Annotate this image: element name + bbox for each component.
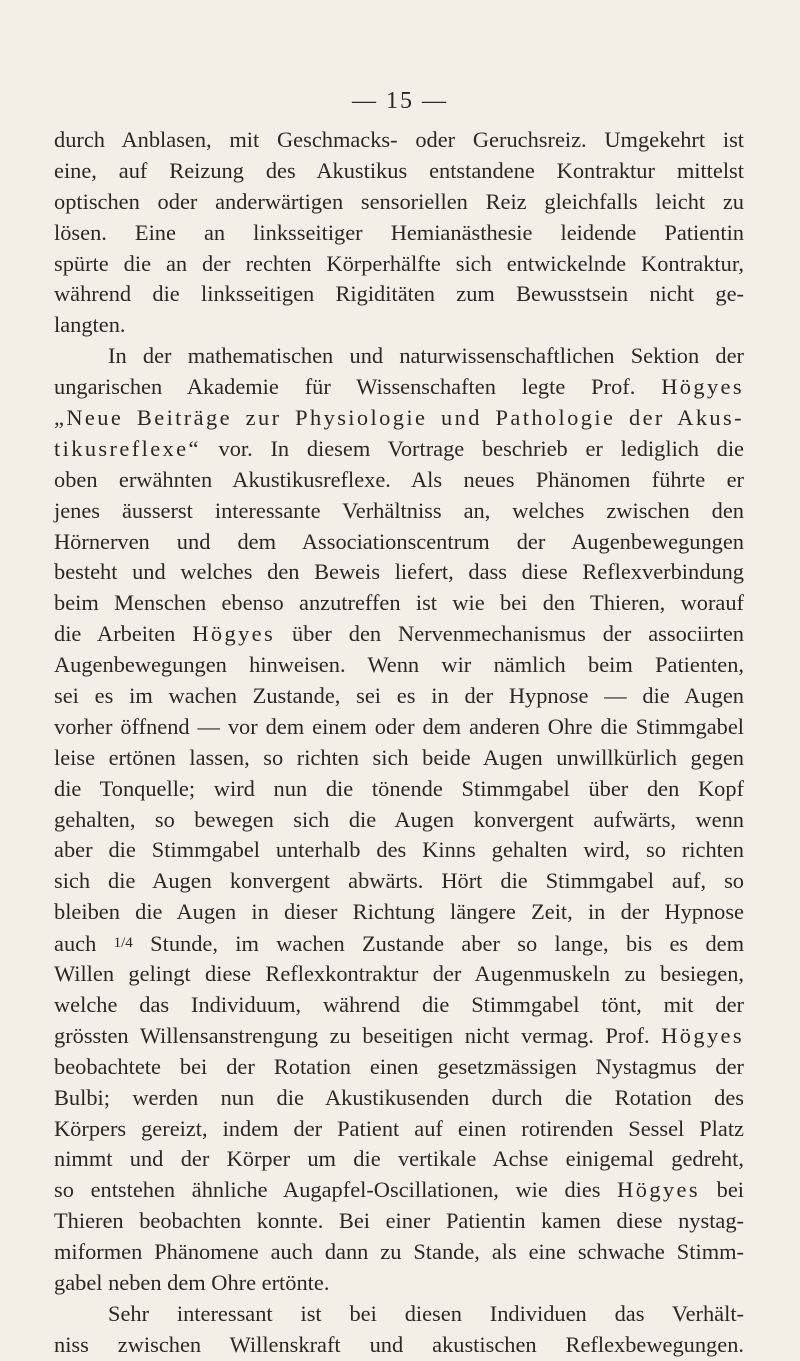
text-segment: nimmt und der Körper um die vertikale Achse einigemal gedreht, <box>54 1146 744 1172</box>
text-segment: lösen. Eine an linksseitiger Hemianästhesie leidende Patientin <box>54 219 744 245</box>
text-segment: welche das Individuum, während die Stimmgabel tönt, mit der <box>54 991 744 1017</box>
text-segment: vorher öffnend — vor dem einem oder dem anderen Ohre die Stimmgabel <box>54 713 744 739</box>
text-segment: oben erwähnten Akustikusreflexe. Als neues Phänomen führte er <box>54 466 744 492</box>
spaced-text: Högyes <box>192 621 276 647</box>
text-line <box>54 1021 744 1052</box>
text-segment: grössten Willensanstrengung zu beseitigen nicht vermag. Prof. <box>54 1022 662 1048</box>
text-segment: miformen Phänomene auch dann zu Stande, als eine schwache Stimm- <box>54 1239 744 1265</box>
text-segment: bleiben die Augen in dieser Richtung längere Zeit, in der Hypnose <box>54 899 744 925</box>
text-line <box>54 866 744 897</box>
text-line <box>54 187 744 218</box>
spaced-text: Högyes <box>661 1022 744 1048</box>
page-number: — 15 — <box>352 88 448 114</box>
text-line <box>54 1175 744 1206</box>
text-line <box>54 279 744 310</box>
text-segment: In der mathematischen und naturwissenschaftlichen Sektion der <box>108 343 744 369</box>
text-line <box>54 835 744 866</box>
text-line <box>54 218 744 249</box>
text-line <box>54 434 744 465</box>
body-text <box>54 125 744 1361</box>
spaced-text: Högyes <box>661 374 744 400</box>
text-line <box>54 1299 744 1330</box>
text-segment: beobachtete bei der Rotation einen gesetzmässigen Nystagmus der <box>54 1053 744 1079</box>
text-segment: jenes äusserst interessante Verhältniss an, welches zwischen den <box>54 497 744 523</box>
text-line <box>54 1330 744 1361</box>
text-line <box>54 681 744 712</box>
text-line <box>54 928 744 959</box>
text-segment: eine, auf Reizung des Akustikus entstandene Kontraktur mittelst <box>54 157 744 183</box>
spaced-text: Högyes <box>617 1177 700 1203</box>
text-segment: Willen gelingt diese Reflexkontraktur der Augenmuskeln zu besiegen, <box>54 961 744 987</box>
text-segment: sei es im wachen Zustande, sei es in der Hypnose — die Augen <box>54 683 744 709</box>
text-line <box>54 1052 744 1083</box>
text-segment: so entstehen ähnliche Augapfel-Oscillationen, wie dies <box>54 1177 618 1203</box>
text-segment: die Tonquelle; wird nun die tönende Stimmgabel über den Kopf <box>54 775 744 801</box>
text-segment: Körpers gereizt, indem der Patient auf einen rotirenden Sessel Platz <box>54 1115 744 1141</box>
text-segment: leise ertönen lassen, so richten sich beide Augen unwillkürlich gegen <box>54 744 744 770</box>
text-line <box>54 619 744 650</box>
text-line <box>54 341 744 372</box>
text-line <box>54 1206 744 1237</box>
text-segment: Augenbewegungen hinweisen. Wenn wir nämlich beim Patienten, <box>54 652 744 678</box>
text-line <box>54 557 744 588</box>
text-line <box>54 156 744 187</box>
text-line <box>54 588 744 619</box>
text-segment: die Arbeiten <box>54 621 193 647</box>
text-line <box>54 805 744 836</box>
text-line <box>54 1237 744 1268</box>
text-line <box>54 125 744 156</box>
text-line <box>54 774 744 805</box>
text-line <box>54 496 744 527</box>
text-segment: Thieren beobachten konnte. Bei einer Patientin kamen diese nystag- <box>54 1208 744 1234</box>
text-segment: während die linksseitigen Rigiditäten zum Bewusstsein nicht ge- <box>54 281 744 307</box>
text-line <box>54 1083 744 1114</box>
text-segment: gehalten, so bewegen sich die Augen konvergent aufwärts, wenn <box>54 806 744 832</box>
text-line <box>54 372 744 403</box>
text-segment: über den Nervenmechanismus der associirten <box>275 621 744 647</box>
text-line <box>54 465 744 496</box>
text-segment: durch Anblasen, mit Geschmacks- oder Geruchsreiz. Umgekehrt ist <box>54 127 744 152</box>
text-line <box>54 1114 744 1145</box>
text-segment: gabel neben dem Ohre ertönte. <box>54 1269 330 1295</box>
fraction: 1/4 <box>113 935 133 952</box>
text-segment: spürte die an der rechten Körperhälfte sich entwickelnde Kontraktur, <box>54 250 744 276</box>
text-line <box>54 403 744 434</box>
text-segment: niss zwischen Willenskraft und akustischen Reflexbewegungen. <box>54 1331 744 1357</box>
text-segment: ungarischen Akademie für Wissenschaften legte Prof. <box>54 374 662 400</box>
spaced-text: „Neue Beiträge zur Physiologie und Pathologie der Akus- <box>54 405 744 431</box>
text-segment: Stunde, im wachen Zustande aber so lange, bis es dem <box>132 931 744 957</box>
text-segment: optischen oder anderwärtigen sensoriellen Reiz gleichfalls leicht zu <box>54 188 744 214</box>
text-segment: langten. <box>54 312 126 338</box>
spaced-text: tikusreflexe“ <box>54 435 201 461</box>
text-line <box>54 527 744 558</box>
text-line <box>54 650 744 681</box>
text-line <box>54 249 744 280</box>
text-segment: Bulbi; werden nun die Akustikusenden durch die Rotation des <box>54 1084 744 1110</box>
text-line <box>54 1268 744 1299</box>
text-segment: aber die Stimmgabel unterhalb des Kinns gehalten wird, so richten <box>54 837 744 863</box>
text-line <box>54 959 744 990</box>
text-line <box>54 712 744 743</box>
text-segment: Hörnerven und dem Associationscentrum der Augenbewegungen <box>54 528 744 554</box>
text-segment: bei <box>699 1177 744 1203</box>
text-segment: auch <box>54 931 114 957</box>
text-segment: besteht und welches den Beweis liefert, dass diese Reflexverbindung <box>54 559 744 585</box>
text-segment: Sehr interessant ist bei diesen Individuen das Verhält- <box>108 1300 744 1326</box>
text-line <box>54 743 744 774</box>
text-line <box>54 1144 744 1175</box>
text-segment: sich die Augen konvergent abwärts. Hört die Stimmgabel auf, so <box>54 868 744 894</box>
text-segment: vor. In diesem Vortrage beschrieb er lediglich die <box>200 435 744 461</box>
text-segment: beim Menschen ebenso anzutreffen ist wie bei den Thieren, worauf <box>54 590 744 616</box>
text-line <box>54 310 744 341</box>
text-line <box>54 990 744 1021</box>
text-line <box>54 897 744 928</box>
